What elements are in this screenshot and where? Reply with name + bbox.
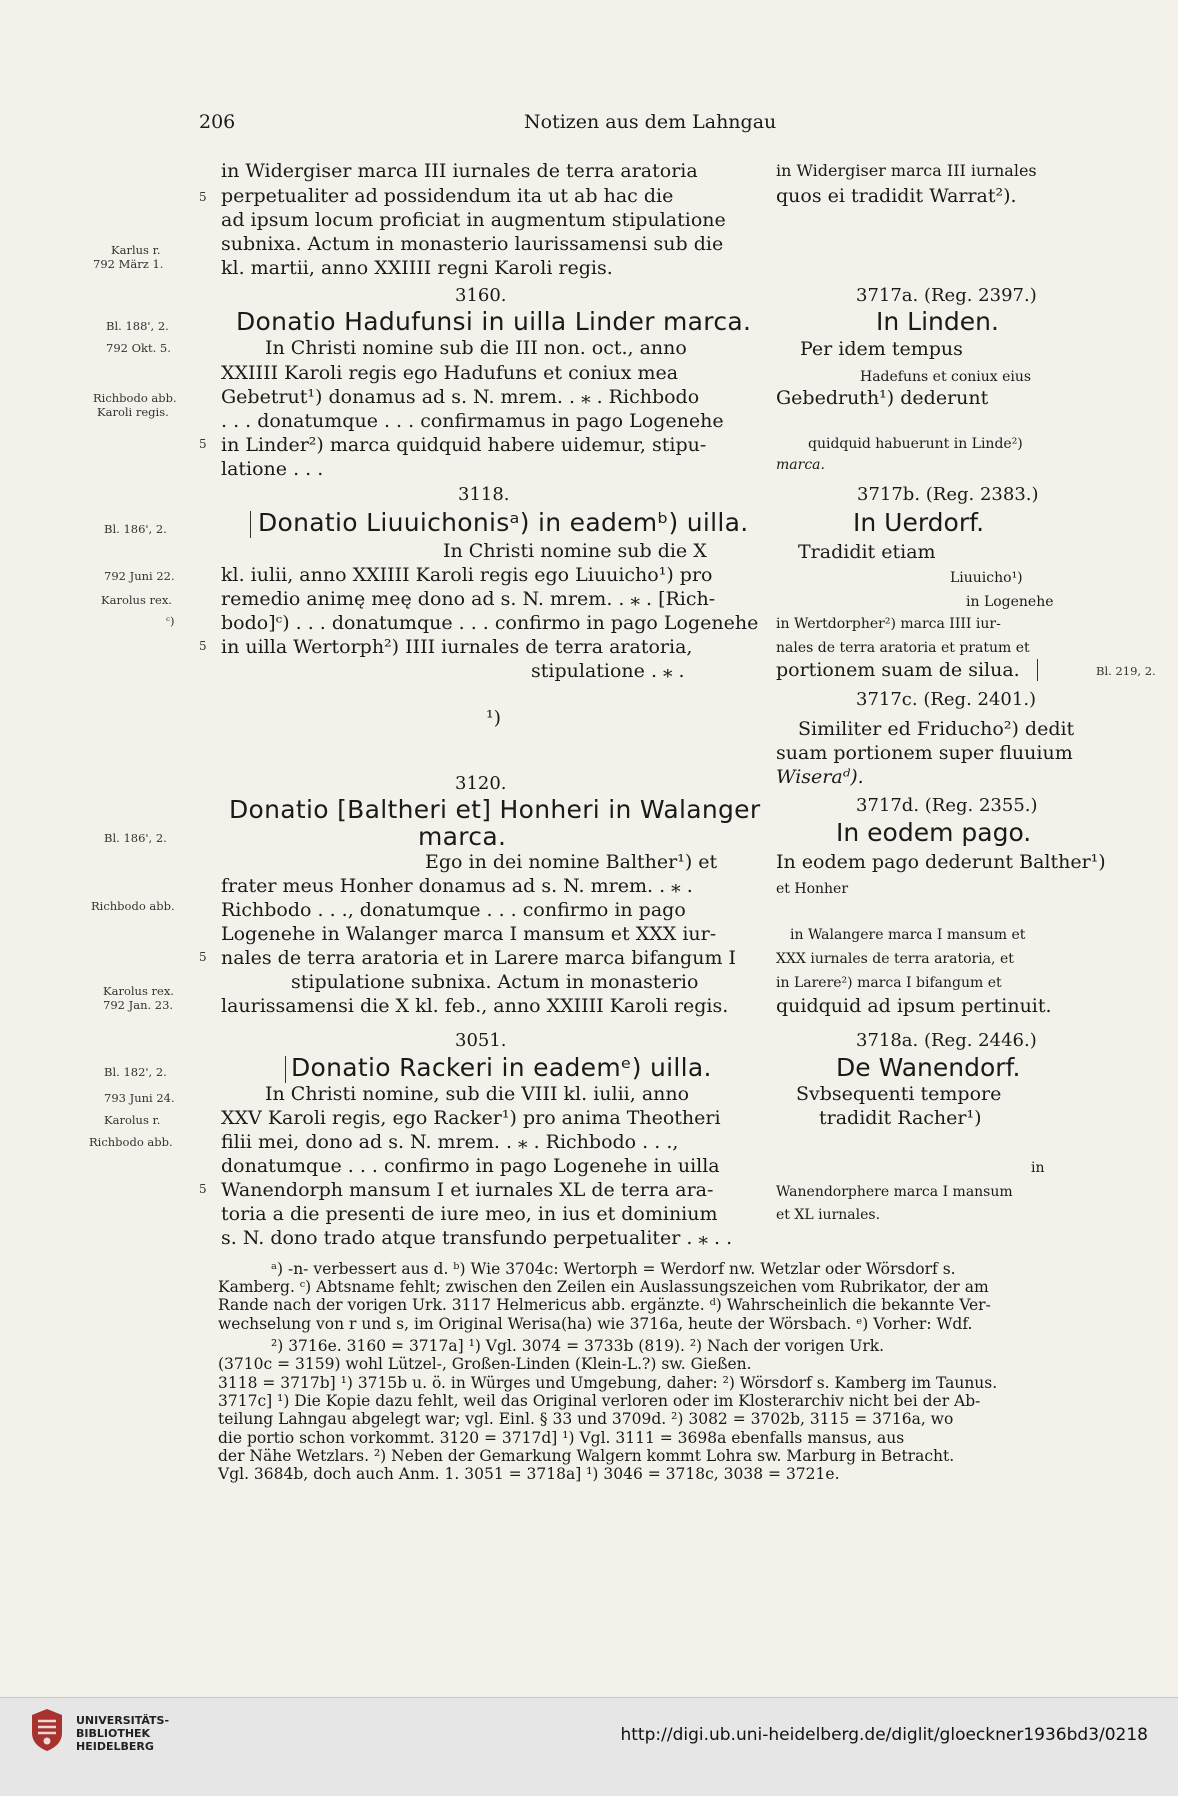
right-text-line: suam portionem super fluuium [776,742,1073,764]
text-line: ad ipsum locum proficiat in augmentum stipulatione [221,209,726,231]
text-line: in uilla Wertorph²) IIII iurnales de terra aratoria, [221,636,693,658]
margin-note: Richbodo abb. [93,391,177,405]
margin-note: 792 Okt. 5. [106,341,171,355]
bracket-mark [285,1056,286,1083]
text-line: perpetualiter ad possidendum ita ut ab hac die [221,185,674,207]
right-text-line: quidquid habuerunt in Linde²) [808,436,1023,452]
right-text-line: in Larere²) marca I bifangum et [776,975,1002,991]
entry-title: Donatio [Baltheri et] Honheri in Walanger [229,795,761,824]
right-text-line: in Widergiser marca III iurnales [776,161,1037,180]
text-line: Richbodo . . ., donatumque . . . confirmo in pago [221,899,686,921]
text-line: In Christi nomine sub die III non. oct., anno [265,337,687,359]
library-logo-icon [26,1707,68,1753]
entry-title: Donatio Rackeri in eademᵉ) uilla. [291,1053,712,1082]
source-url-link[interactable]: http://digi.ub.uni-heidelberg.de/diglit/gloeckner1936bd3/0218 [620,1725,1148,1745]
right-text-line: Wanendorphere marca I mansum [776,1184,1013,1200]
margin-note: Bl. 182', 2. [104,1065,167,1079]
right-entry-number: 3717d. (Reg. 2355.) [856,795,1038,816]
margin-note: 792 Jan. 23. [103,998,174,1012]
text-line: In Christi nomine, sub die VIII kl. iulii, anno [265,1083,690,1105]
library-name: UNIVERSITÄTS- BIBLIOTHEK HEIDELBERG [76,1714,170,1753]
text-line: subnixa. Actum in monasterio laurissamensi sub die [221,233,724,255]
right-entry-number: 3718a. (Reg. 2446.) [856,1030,1037,1051]
right-text-line: Similiter ed Friducho²) dedit [798,718,1075,740]
right-text-line: in [1031,1160,1045,1176]
text-line: latione . . . [221,458,324,480]
text-line: remedio animę meę dono ad s. N. mrem. . ⁎ . [Rich- [221,588,716,610]
bracket-mark [250,511,251,538]
text-line: donatumque . . . confirmo in pago Logenehe in uilla [221,1155,720,1177]
text-line: Gebetrut¹) donamus ad s. N. mrem. . ⁎ . Richbodo [221,386,700,408]
right-text-line: quos ei tradidit Warrat²). [776,185,1017,207]
footnote-mark: ¹) [486,707,502,729]
text-line: Logenehe in Walanger marca I mansum et XXX iur- [221,923,717,945]
text-line: frater meus Honher donamus ad s. N. mrem. . ⁎ . [221,875,693,897]
margin-note: 793 Juni 24. [104,1091,175,1105]
entry-number: 3118. [458,484,510,505]
margin-note: Richbodo abb. [91,899,175,913]
text-line: Ego in dei nomine Balther¹) et [425,851,718,873]
text-line: In Christi nomine sub die X [443,540,707,562]
margin-note: Karolus rex. [103,984,174,998]
text-line: XXIIII Karoli regis ego Hadufuns et coniux mea [221,362,679,384]
right-text-line: et XL iurnales. [776,1207,881,1223]
right-text-line: XXX iurnales de terra aratoria, et [776,951,1014,967]
right-entry-title: In Linden. [876,307,999,336]
viewer-footer [0,1697,1178,1796]
right-text-line: in Wertdorpher²) marca IIII iur- [776,616,1001,632]
entry-title: Donatio Hadufunsi in uilla Linder marca. [236,307,752,336]
margin-note: Karoli regis. [97,405,169,419]
page-number: 206 [199,111,236,133]
text-line: stipulatione . ⁎ . [531,660,685,682]
footnote-line: ²) 3716e. 3160 = 3717a] ¹) Vgl. 3074 = 3733b (819). ²) Nach der vorigen Urk. [271,1337,885,1355]
right-text-line: portionem suam de silua. [776,659,1020,681]
entry-number: 3120. [455,773,507,794]
margin-note: Karolus r. [104,1113,161,1127]
right-entry-title: In eodem pago. [836,818,1032,847]
right-text-line: Tradidit etiam [798,541,936,563]
line-number: 5 [199,1182,207,1196]
right-text-line: Wiseraᵈ). [776,766,864,788]
text-line: nales de terra aratoria et in Larere marca bifangum I [221,947,737,969]
footnote-line: ᵃ) -n- verbessert aus d. ᵇ) Wie 3704c: Wertorph = Werdorf nw. Wetzlar oder Wörsdorf s. [271,1260,956,1278]
line-number: 5 [199,639,207,653]
text-line: laurissamensi die X kl. feb., anno XXIIII Karoli regis. [221,995,729,1017]
text-line: bodo]ᶜ) . . . donatumque . . . confirmo in pago Logenehe [221,612,759,634]
margin-note: ᶜ) [166,614,175,628]
footnote-line: (3710c = 3159) wohl Lützel-, Großen-Linden (Klein-L.?) sw. Gießen. [218,1355,752,1373]
right-text-line: quidquid ad ipsum pertinuit. [776,995,1052,1017]
footnote-line: wechselung von r und s, im Original Werisa(ha) wie 3716a, heute der Wörsbach. ᵉ) Vorher: Wdf. [218,1315,973,1333]
right-text-line: Svbsequenti tempore [796,1083,1002,1105]
right-text-line: Liuuicho¹) [950,570,1023,586]
right-text-line: in Walangere marca I mansum et [790,927,1026,943]
footnote-line: der Nähe Wetzlars. ²) Neben der Gemarkung Walgern kommt Lohra sw. Marburg in Betracht. [218,1447,955,1465]
footnote-line: 3118 = 3717b] ¹) 3715b u. ö. in Würges und Umgebung, daher: ²) Wörsdorf s. Kamberg im Taunus. [218,1374,998,1392]
footnote-line: die portio schon vorkommt. 3120 = 3717d] ¹) Vgl. 3111 = 3698a ebenfalls mansus, aus [218,1429,905,1447]
right-text-line: Per idem tempus [800,338,963,360]
text-line: in Widergiser marca III iurnales de terra aratoria [221,160,698,182]
line-number: 5 [199,437,207,451]
footnote-line: teilung Lahngau abgelegt war; vgl. Einl. § 33 und 3709d. ²) 3082 = 3702b, 3115 = 3716a, wo [218,1410,954,1428]
right-entry-number: 3717c. (Reg. 2401.) [856,689,1037,710]
entry-number: 3051. [455,1030,507,1051]
right-entry-title: De Wanendorf. [836,1053,1021,1082]
right-margin-note: Bl. 219, 2. [1096,664,1156,678]
right-text-line: nales de terra aratoria et pratum et [776,640,1030,656]
margin-note: 792 Juni 22. [104,569,175,583]
right-text-line: marca. [776,457,825,473]
text-line: . . . donatumque . . . confirmamus in pago Logenehe [221,410,724,432]
footnote-line: Vgl. 3684b, doch auch Anm. 1. 3051 = 3718a] ¹) 3046 = 3718c, 3038 = 3721e. [218,1465,840,1483]
text-line: kl. iulii, anno XXIIII Karoli regis ego Liuuicho¹) pro [221,564,713,586]
text-line: Wanendorph mansum I et iurnales XL de terra ara- [221,1179,714,1201]
right-text-line: In eodem pago dederunt Balther¹) [776,851,1106,873]
right-text-line: tradidit Racher¹) [819,1107,982,1129]
margin-note: Bl. 188', 2. [106,319,169,333]
bracket-mark [1037,659,1038,681]
right-entry-number: 3717a. (Reg. 2397.) [856,285,1037,306]
text-line: kl. martii, anno XXIIII regni Karoli regis. [221,257,613,279]
line-number: 5 [199,190,207,204]
footnote-line: Rande nach der vorigen Urk. 3117 Helmericus abb. ergänzte. ᵈ) Wahrscheinlich die bekannte Ver- [218,1296,991,1314]
right-text-line: in Logenehe [966,594,1054,610]
running-title: Notizen aus dem Lahngau [524,111,777,133]
right-text-line: Gebedruth¹) dederunt [776,387,989,409]
entry-title: marca. [418,822,507,851]
line-number: 5 [199,950,207,964]
text-line: toria a die presenti de iure meo, in ius et dominium [221,1203,718,1225]
entry-title: Donatio Liuuichonisᵃ) in eademᵇ) uilla. [258,508,749,537]
margin-note: Bl. 186', 2. [104,831,167,845]
entry-number: 3160. [455,285,507,306]
right-entry-number: 3717b. (Reg. 2383.) [857,484,1039,505]
margin-note: Richbodo abb. [89,1135,173,1149]
right-text-line: Hadefuns et coniux eius [860,369,1032,385]
text-line: filii mei, dono ad s. N. mrem. . ⁎ . Richbodo . . ., [221,1131,679,1153]
text-line: stipulatione subnixa. Actum in monasterio [291,971,699,993]
text-line: XXV Karoli regis, ego Racker¹) pro anima Theotheri [221,1107,721,1129]
right-entry-title: In Uerdorf. [853,508,985,537]
margin-note: Bl. 186', 2. [104,522,167,536]
margin-note: Karlus r. [111,243,161,257]
margin-note: 792 März 1. [93,257,164,271]
text-line: s. N. dono trado atque transfundo perpetualiter . ⁎ . . [221,1227,733,1249]
footnote-line: Kamberg. ᶜ) Abtsname fehlt; zwischen den Zeilen ein Auslassungszeichen vom Rubrikator, der am [218,1278,989,1296]
right-text-line: et Honher [776,881,849,897]
footnote-line: 3717c] ¹) Die Kopie dazu fehlt, weil das Original verloren oder im Klosterarchiv nicht bei der Ab- [218,1392,981,1410]
margin-note: Karolus rex. [101,593,172,607]
text-line: in Linder²) marca quidquid habere uidemur, stipu- [221,434,707,456]
